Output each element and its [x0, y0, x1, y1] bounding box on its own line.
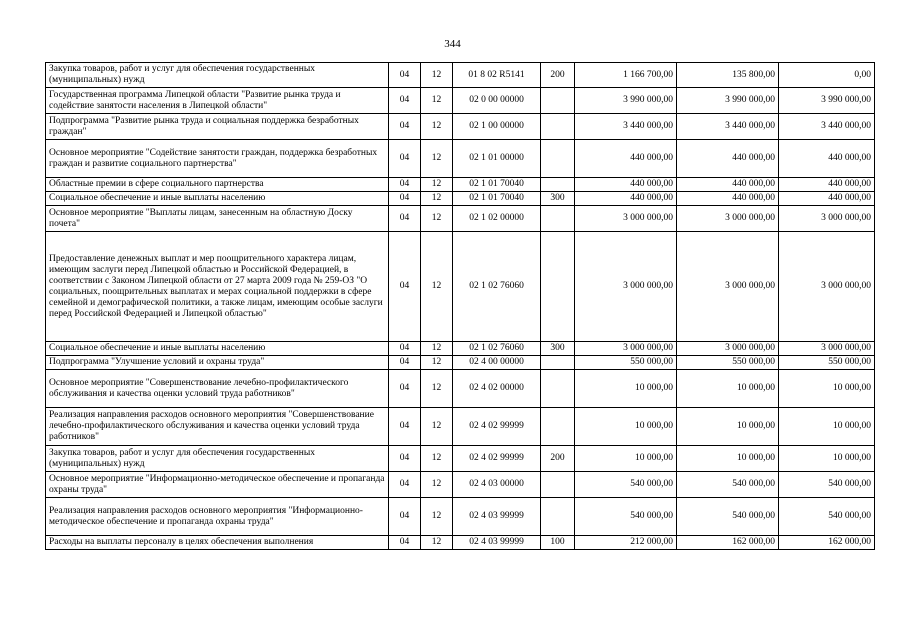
- row-target-code: 02 4 03 00000: [453, 472, 541, 498]
- row-target-code: 02 0 00 00000: [453, 88, 541, 114]
- row-amount-3: 0,00: [779, 63, 875, 88]
- row-amount-1: 10 000,00: [575, 408, 677, 446]
- row-subsection: 12: [421, 356, 453, 370]
- row-target-code: 01 8 02 R5141: [453, 63, 541, 88]
- row-name: Закупка товаров, работ и услуг для обеспечения государственных (муниципальных) нужд: [46, 446, 389, 472]
- row-target-code: 02 4 02 00000: [453, 370, 541, 408]
- row-amount-3: 3 990 000,00: [779, 88, 875, 114]
- row-section: 04: [389, 370, 421, 408]
- row-amount-3: 3 000 000,00: [779, 206, 875, 232]
- row-expense-type: 200: [541, 63, 575, 88]
- row-subsection: 12: [421, 408, 453, 446]
- row-amount-1: 10 000,00: [575, 370, 677, 408]
- table-row: [46, 63, 875, 88]
- row-subsection: 12: [421, 192, 453, 206]
- table-row: [46, 232, 875, 342]
- row-expense-type: [541, 472, 575, 498]
- row-expense-type: 200: [541, 446, 575, 472]
- table-row: [46, 114, 875, 140]
- table-row: [46, 498, 875, 536]
- row-section: 04: [389, 192, 421, 206]
- row-amount-1: 3 000 000,00: [575, 206, 677, 232]
- row-amount-1: 440 000,00: [575, 140, 677, 178]
- row-target-code: 02 1 01 70040: [453, 178, 541, 192]
- table-row: [46, 178, 875, 192]
- row-name: Основное мероприятие "Совершенствование лечебно-профилактического обслуживания и качества оценки условий труда работников": [46, 370, 389, 408]
- row-section: 04: [389, 63, 421, 88]
- row-expense-type: [541, 114, 575, 140]
- row-name: Основное мероприятие "Информационно-методическое обеспечение и пропаганда охраны труда": [46, 472, 389, 498]
- table-row: [46, 370, 875, 408]
- row-section: 04: [389, 472, 421, 498]
- row-name: Реализация направления расходов основного мероприятия "Информационно-методическое обеспечение и пропаганда охраны труда": [46, 498, 389, 536]
- row-amount-2: 162 000,00: [677, 536, 779, 550]
- row-name: Основное мероприятие "Содействие занятости граждан, поддержка безработных граждан и развитие социального партнерства": [46, 140, 389, 178]
- row-target-code: 02 4 00 00000: [453, 356, 541, 370]
- row-name: Подпрограмма "Улучшение условий и охраны труда": [46, 356, 389, 370]
- row-name: Основное мероприятие "Выплаты лицам, занесенным на областную Доску почета": [46, 206, 389, 232]
- row-name: Социальное обеспечение и иные выплаты населению: [46, 192, 389, 206]
- row-amount-1: 3 000 000,00: [575, 232, 677, 342]
- row-target-code: 02 4 02 99999: [453, 408, 541, 446]
- row-amount-1: 212 000,00: [575, 536, 677, 550]
- table-row: [46, 192, 875, 206]
- row-amount-1: 550 000,00: [575, 356, 677, 370]
- row-name: Подпрограмма "Развитие рынка труда и социальная поддержка безработных граждан": [46, 114, 389, 140]
- row-expense-type: [541, 232, 575, 342]
- row-amount-1: 440 000,00: [575, 192, 677, 206]
- row-target-code: 02 1 01 70040: [453, 192, 541, 206]
- row-amount-1: 3 440 000,00: [575, 114, 677, 140]
- row-expense-type: 300: [541, 192, 575, 206]
- budget-table: [45, 62, 875, 550]
- row-amount-1: 540 000,00: [575, 498, 677, 536]
- row-subsection: 12: [421, 472, 453, 498]
- row-section: 04: [389, 178, 421, 192]
- row-amount-2: 10 000,00: [677, 446, 779, 472]
- row-subsection: 12: [421, 140, 453, 178]
- row-name: Расходы на выплаты персоналу в целях обеспечения выполнения: [46, 536, 389, 550]
- row-section: 04: [389, 140, 421, 178]
- row-amount-3: 162 000,00: [779, 536, 875, 550]
- row-amount-3: 550 000,00: [779, 356, 875, 370]
- row-name: Предоставление денежных выплат и мер поощрительного характера лицам, имеющим заслуги перед Липецкой областью и Российской Федерацией, в соответствии с Законом Липецкой области от 27 марта 2009 года № 259-ОЗ "О социальных, поощрительных выплатах и мерах социальной поддержки в сфере семейной и демографической политики, а также лицам, имеющим особые заслуги перед Российской Федерацией и Липецкой областью": [46, 232, 389, 342]
- row-section: 04: [389, 342, 421, 356]
- row-subsection: 12: [421, 446, 453, 472]
- row-subsection: 12: [421, 206, 453, 232]
- row-amount-1: 540 000,00: [575, 472, 677, 498]
- row-expense-type: [541, 498, 575, 536]
- row-section: 04: [389, 114, 421, 140]
- row-amount-2: 540 000,00: [677, 498, 779, 536]
- row-amount-1: 440 000,00: [575, 178, 677, 192]
- row-expense-type: [541, 408, 575, 446]
- page-number: 344: [444, 38, 461, 50]
- row-expense-type: [541, 88, 575, 114]
- row-target-code: 02 4 02 99999: [453, 446, 541, 472]
- row-expense-type: [541, 140, 575, 178]
- row-subsection: 12: [421, 232, 453, 342]
- row-amount-2: 540 000,00: [677, 472, 779, 498]
- row-amount-3: 540 000,00: [779, 472, 875, 498]
- table-row: [46, 472, 875, 498]
- row-amount-2: 135 800,00: [677, 63, 779, 88]
- row-amount-3: 10 000,00: [779, 408, 875, 446]
- row-amount-2: 550 000,00: [677, 356, 779, 370]
- row-target-code: 02 4 03 99999: [453, 498, 541, 536]
- row-amount-3: 3 000 000,00: [779, 342, 875, 356]
- row-amount-2: 3 000 000,00: [677, 342, 779, 356]
- row-amount-3: 440 000,00: [779, 178, 875, 192]
- row-expense-type: [541, 178, 575, 192]
- table-row: [46, 342, 875, 356]
- row-amount-3: 540 000,00: [779, 498, 875, 536]
- row-target-code: 02 1 02 76060: [453, 232, 541, 342]
- row-amount-1: 1 166 700,00: [575, 63, 677, 88]
- row-subsection: 12: [421, 63, 453, 88]
- row-amount-2: 10 000,00: [677, 370, 779, 408]
- table-row: [46, 536, 875, 550]
- row-amount-3: 3 440 000,00: [779, 114, 875, 140]
- row-amount-3: 10 000,00: [779, 446, 875, 472]
- row-section: 04: [389, 356, 421, 370]
- row-amount-2: 10 000,00: [677, 408, 779, 446]
- row-expense-type: [541, 356, 575, 370]
- row-target-code: 02 4 03 99999: [453, 536, 541, 550]
- row-section: 04: [389, 446, 421, 472]
- row-amount-2: 3 440 000,00: [677, 114, 779, 140]
- table-row: [46, 408, 875, 446]
- row-amount-3: 10 000,00: [779, 370, 875, 408]
- row-section: 04: [389, 536, 421, 550]
- row-expense-type: 300: [541, 342, 575, 356]
- table-row: [46, 140, 875, 178]
- row-expense-type: 100: [541, 536, 575, 550]
- row-subsection: 12: [421, 88, 453, 114]
- row-section: 04: [389, 408, 421, 446]
- row-target-code: 02 1 02 00000: [453, 206, 541, 232]
- table-row: [46, 206, 875, 232]
- row-section: 04: [389, 88, 421, 114]
- row-amount-2: 3 990 000,00: [677, 88, 779, 114]
- row-amount-2: 440 000,00: [677, 192, 779, 206]
- row-subsection: 12: [421, 498, 453, 536]
- row-amount-3: 440 000,00: [779, 140, 875, 178]
- row-amount-3: 3 000 000,00: [779, 232, 875, 342]
- row-target-code: 02 1 01 00000: [453, 140, 541, 178]
- table-row: [46, 446, 875, 472]
- row-amount-2: 440 000,00: [677, 178, 779, 192]
- row-name: Социальное обеспечение и иные выплаты населению: [46, 342, 389, 356]
- row-subsection: 12: [421, 114, 453, 140]
- row-expense-type: [541, 370, 575, 408]
- table-row: [46, 356, 875, 370]
- row-subsection: 12: [421, 342, 453, 356]
- row-amount-1: 3 990 000,00: [575, 88, 677, 114]
- row-amount-1: 3 000 000,00: [575, 342, 677, 356]
- row-amount-3: 440 000,00: [779, 192, 875, 206]
- row-section: 04: [389, 498, 421, 536]
- row-amount-2: 3 000 000,00: [677, 232, 779, 342]
- row-amount-2: 440 000,00: [677, 140, 779, 178]
- row-section: 04: [389, 232, 421, 342]
- row-expense-type: [541, 206, 575, 232]
- row-subsection: 12: [421, 370, 453, 408]
- row-name: Реализация направления расходов основного мероприятия "Совершенствование лечебно-профилактического обслуживания и качества оценки условий труда работников": [46, 408, 389, 446]
- row-target-code: 02 1 00 00000: [453, 114, 541, 140]
- row-subsection: 12: [421, 178, 453, 192]
- row-subsection: 12: [421, 536, 453, 550]
- row-target-code: 02 1 02 76060: [453, 342, 541, 356]
- row-name: Государственная программа Липецкой области "Развитие рынка труда и содействие занятости населения в Липецкой области": [46, 88, 389, 114]
- row-section: 04: [389, 206, 421, 232]
- row-amount-1: 10 000,00: [575, 446, 677, 472]
- row-amount-2: 3 000 000,00: [677, 206, 779, 232]
- row-name: Областные премии в сфере социального партнерства: [46, 178, 389, 192]
- table-row: [46, 88, 875, 114]
- row-name: Закупка товаров, работ и услуг для обеспечения государственных (муниципальных) нужд: [46, 63, 389, 88]
